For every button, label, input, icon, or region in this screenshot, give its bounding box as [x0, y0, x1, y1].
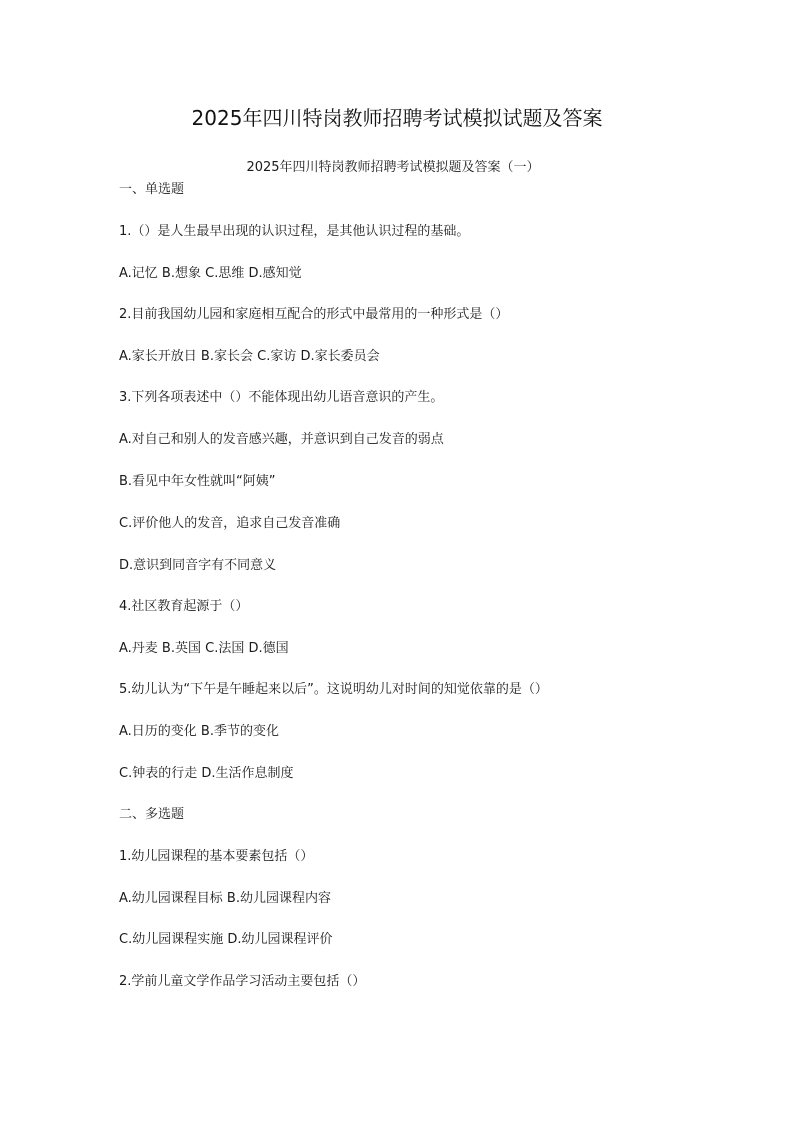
section-heading-single-choice: 一、单选题 — [119, 182, 185, 197]
document-title: 2025年四川特岗教师招聘考试模拟试题及答案 — [191, 106, 603, 130]
question-options: A.家长开放日 B.家长会 C.家访 D.家长委员会 — [119, 349, 380, 364]
question-stem: 5.幼儿认为“下午是午睡起来以后”。这说明幼儿对时间的知觉依靠的是（） — [119, 682, 548, 697]
question-option: C.评价他人的发音，追求自己发音准确 — [119, 516, 341, 531]
question-options: A.记忆 B.想象 C.思维 D.感知觉 — [119, 266, 302, 281]
question-options: A.幼儿园课程目标 B.幼儿园课程内容 — [119, 891, 331, 906]
question-options: A.丹麦 B.英国 C.法国 D.德国 — [119, 641, 289, 656]
question-options: A.日历的变化 B.季节的变化 — [119, 724, 279, 739]
question-option: D.意识到同音字有不同意义 — [119, 558, 277, 573]
section-heading-multiple-choice: 二、多选题 — [119, 807, 185, 822]
question-stem: 3.下列各项表述中（）不能体现出幼儿语音意识的产生。 — [119, 390, 444, 405]
question-stem: 4.社区教育起源于（） — [119, 599, 249, 614]
question-option: A.对自己和别人的发音感兴趣，并意识到自己发音的弱点 — [119, 432, 444, 447]
question-stem: 2.学前儿童文学作品学习活动主要包括（） — [119, 974, 366, 989]
question-options: C.钟表的行走 D.生活作息制度 — [119, 766, 294, 781]
question-stem: 2.目前我国幼儿园和家庭相互配合的形式中最常用的一种形式是（） — [119, 307, 509, 322]
question-stem: 1.（）是人生最早出现的认识过程，是其他认识过程的基础。 — [119, 224, 470, 239]
question-option: B.看见中年女性就叫“阿姨” — [119, 474, 276, 489]
document-subtitle: 2025年四川特岗教师招聘考试模拟题及答案（一） — [246, 160, 540, 175]
question-stem: 1.幼儿园课程的基本要素包括（） — [119, 849, 314, 864]
question-options: C.幼儿园课程实施 D.幼儿园课程评价 — [119, 932, 333, 947]
